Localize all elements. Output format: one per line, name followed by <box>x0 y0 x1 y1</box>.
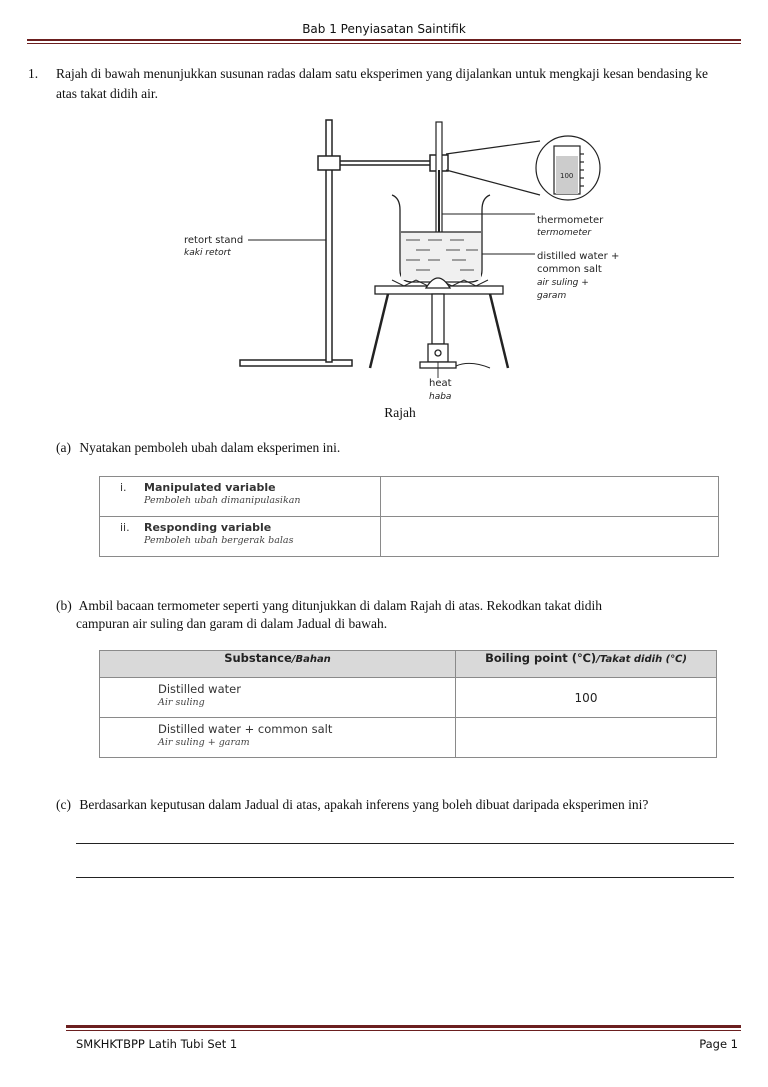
footer-rule-thick <box>66 1025 741 1028</box>
zoom-callout <box>446 136 600 200</box>
substance-name: Distilled water + common salt <box>158 722 333 736</box>
substance-name-ms: Air suling <box>158 697 205 708</box>
footer-school-set: SMKHKTBPP Latih Tubi Set 1 <box>76 1037 238 1051</box>
label-thermometer: thermometer <box>537 215 604 226</box>
part-c-prompt <box>56 795 648 815</box>
boiling-point-table <box>99 650 717 758</box>
row-number: ii. <box>120 521 130 534</box>
part-b-text-line2: campuran air suling dan garam di dalam Jadual di bawah. <box>76 616 388 631</box>
label-heat: heat <box>429 378 452 389</box>
substance-cell <box>100 678 456 718</box>
question-number: 1. <box>28 66 39 81</box>
substance-cell <box>100 718 456 758</box>
responding-variable-label: Responding variable <box>144 521 272 534</box>
manipulated-variable-answer[interactable] <box>381 477 719 517</box>
part-c-text: Berdasarkan keputusan dalam Jadual di atas, apakah inferens yang boleh dibuat daripada eksperimen ini? <box>79 797 649 812</box>
responding-variable-answer[interactable] <box>381 517 719 557</box>
substance-name: Distilled water <box>158 682 241 696</box>
substance-name-ms: Air suling + garam <box>158 737 250 748</box>
responding-variable-label-ms: Pemboleh ubah bergerak balas <box>144 535 294 546</box>
variable-label-cell <box>100 477 381 517</box>
header-rule-thick <box>27 39 741 41</box>
column-header-substance: Substance/Bahan <box>100 651 456 678</box>
header-rule-thin <box>27 43 741 44</box>
part-b-label: (b) <box>56 598 72 613</box>
part-a-prompt <box>56 438 340 458</box>
part-b-text-line1: Ambil bacaan termometer seperti yang ditunjukkan di dalam Rajah di atas. Rekodkan takat didih <box>78 598 602 613</box>
part-b-prompt <box>56 596 602 616</box>
label-haba: haba <box>429 392 452 402</box>
footer-rule-thin <box>66 1030 741 1031</box>
answer-line-1[interactable] <box>76 842 734 844</box>
footer-page-number: Page 1 <box>699 1037 738 1051</box>
thermometer-reading: 100 <box>560 172 574 180</box>
label-garam: garam <box>537 291 567 301</box>
column-header-boiling-point: Boiling point (℃)/Takat didih (℃) <box>456 651 717 678</box>
manipulated-variable-label-ms: Pemboleh ubah dimanipulasikan <box>144 495 301 506</box>
label-termometer: termometer <box>537 228 592 238</box>
boiling-point-answer[interactable] <box>456 718 717 758</box>
label-retort-stand: retort stand <box>184 235 244 246</box>
part-a-label: (a) <box>56 440 71 455</box>
manipulated-variable-label: Manipulated variable <box>144 481 276 494</box>
table-header-row <box>100 651 717 678</box>
variable-label-cell <box>100 517 381 557</box>
table-row <box>100 678 717 718</box>
label-distilled-water: distilled water + <box>537 251 620 262</box>
label-air-suling: air suling + <box>537 278 589 288</box>
table-row <box>100 517 719 557</box>
apparatus-diagram <box>170 110 630 405</box>
variables-table <box>99 476 719 557</box>
table-row <box>100 477 719 517</box>
label-common-salt: common salt <box>537 264 602 275</box>
page-header-title: Bab 1 Penyiasatan Saintifik <box>302 22 466 36</box>
label-leader-lines <box>248 214 535 378</box>
label-kaki-retort: kaki retort <box>184 248 231 258</box>
boiling-point-value: 100 <box>456 678 717 718</box>
part-c-label: (c) <box>56 797 71 812</box>
row-number: i. <box>120 481 127 494</box>
part-a-text: Nyatakan pemboleh ubah dalam eksperimen ini. <box>79 440 341 455</box>
answer-line-2[interactable] <box>76 876 734 878</box>
question-text: Rajah di bawah menunjukkan susunan radas dalam satu eksperimen yang dijalankan untuk mengkaji kesan bendasing ke atas takat didih air. <box>56 66 708 101</box>
table-row <box>100 718 717 758</box>
diagram-caption: Rajah <box>384 405 416 420</box>
